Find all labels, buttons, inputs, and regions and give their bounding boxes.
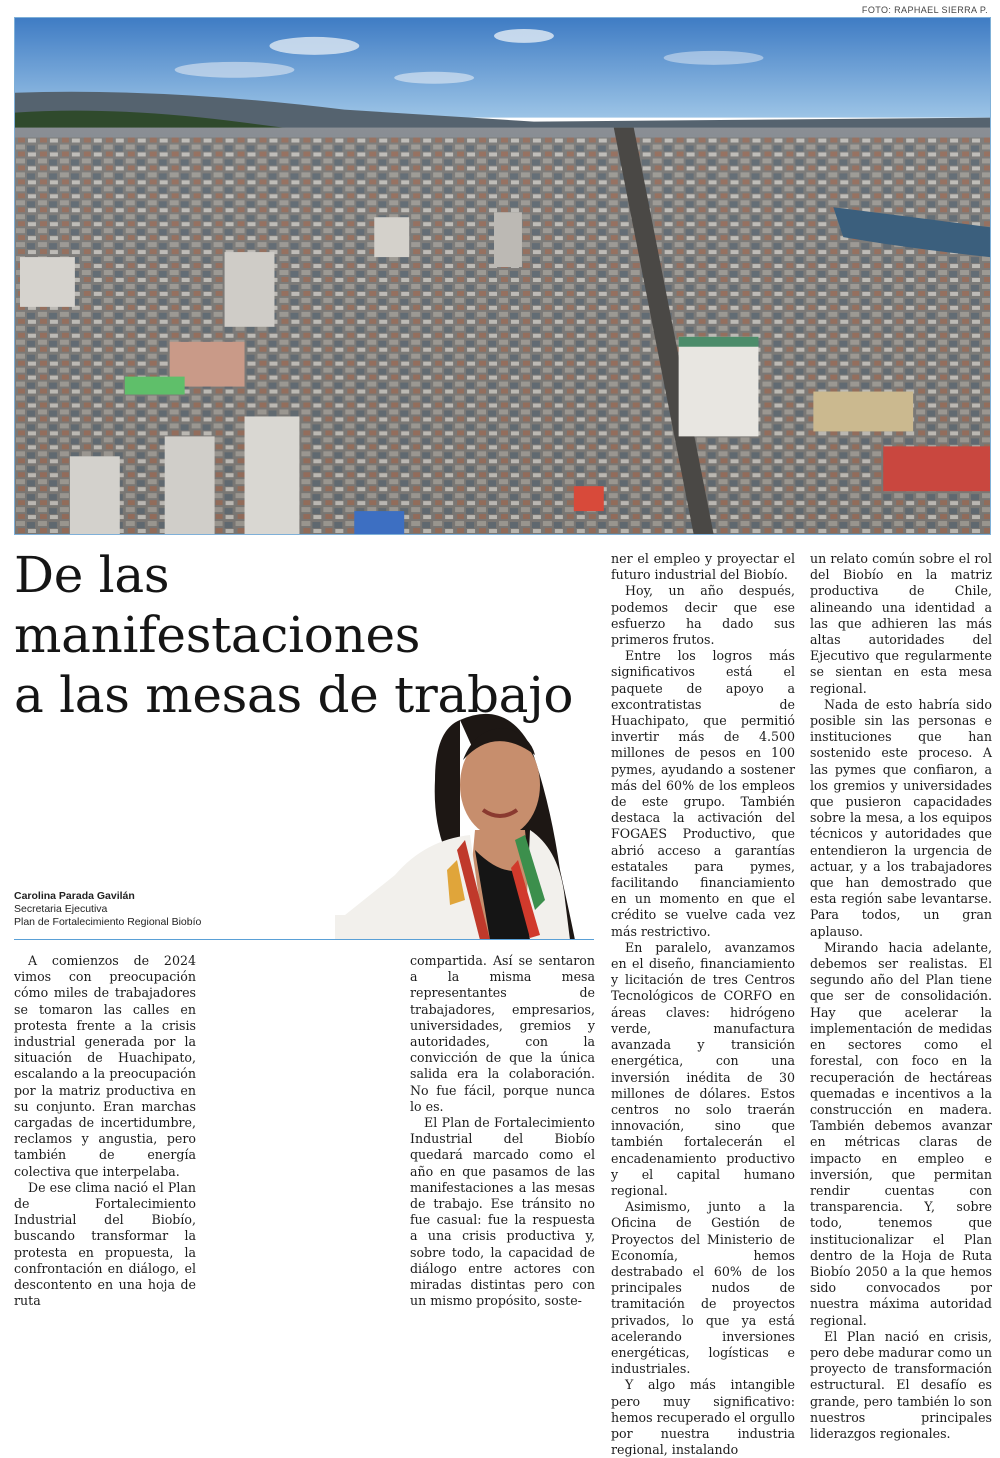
text-column-3 — [611, 551, 795, 1458]
author-role: Secretaria Ejecutiva — [14, 903, 108, 915]
paragraph: ner el empleo y proyectar el futuro industrial del Biobío. — [611, 551, 795, 583]
paragraph: Asimismo, junto a la Oficina de Gestión de Proyectos del Ministerio de Economía, hemos destrabado el 60% de los principales nudos de tramitación de proyectos privados, lo que ya está acelerando inversiones energéticas, logísticas e industriales. — [611, 1199, 795, 1377]
author-portrait — [335, 700, 595, 940]
paragraph: un relato común sobre el rol del Biobío en la matriz productiva de Chile, alineando una identidad a las que adhieren las más altas autoridades del Ejecutivo que regularmente se sientan en esta mesa regional. — [810, 551, 992, 696]
author-name: Carolina Parada Gavilán — [14, 890, 135, 902]
paragraph: El Plan de Fortalecimiento Industrial del Biobío quedará marcado como el año en que pasamos de las manifestaciones a las mesas de trabajo. Ese tránsito no fue casual: fue la respuesta a una crisis productiva y, sobre todo, la capacidad de diálogo entre actores con miradas distintas pero con un mismo propósito, soste- — [410, 1115, 595, 1309]
headline-line-2: a las mesas de trabajo — [14, 666, 574, 724]
paragraph: El Plan nació en crisis, pero debe madurar como un proyecto de transformación estructural. El desafío es grande, pero también lo son nuestros principales liderazgos regionales. — [810, 1328, 992, 1441]
text-column-2 — [410, 953, 595, 1309]
author-organization: Plan de Fortalecimiento Regional Biobío — [14, 916, 202, 928]
paragraph: Entre los logros más significativos está el paquete de apoyo a excontratistas de Huachipato, que permitió invertir más de 4.500 millones de pesos en 100 pymes, ayudando a sostener más del 60% de los empleos de este grupo. También destaca la activación del FOGAES Productivo, que abrió acceso a garantías estatales para pymes, facilitando financiamiento en un momento en que el crédito se vuelve cada vez más restrictivo. — [611, 648, 795, 939]
paragraph: compartida. Así se sentaron a la misma mesa representantes de trabajadores, empresarios, universidades, gremios y autoridades, con la convicción de que la única salida era la colaboración. No fue fácil, porque nunca lo es. — [410, 953, 595, 1114]
byline — [14, 890, 334, 929]
paragraph: Nada de esto habría sido posible sin las personas e instituciones que han sostenido este proceso. A las pymes que confiaron, a los gremios y universidades que pusieron capacidades sobre la mesa, a los equipos técnicos y autoridades que entendieron la urgencia de actuar, y a los trabajadores que han demostrado que esta región sabe levantarse. Para todos, un gran aplauso. — [810, 696, 992, 939]
portrait-image — [335, 700, 595, 940]
text-column-1 — [14, 953, 196, 1309]
paragraph: Mirando hacia adelante, debemos ser realistas. El segundo año del Plan tiene que ser de consolidación. Hay que acelerar la implementación de medidas en sectores como el forestal, con foco en la recuperación de hectáreas quemadas e incentivos a la construcción en madera. También debemos avanzar en métricas claras de impacto en empleo e inversión, que permitan rendir cuentas con transparencia. Y, sobre todo, tenemos que institucionalizar el Plan dentro de la Hoja de Ruta Biobío 2050 a la que hemos sido convocados por nuestra máxima autoridad regional. — [810, 939, 992, 1328]
paragraph: Hoy, un año después, podemos decir que ese esfuerzo ha dado sus primeros frutos. — [611, 583, 795, 648]
paragraph: De ese clima nació el Plan de Fortalecimiento Industrial del Biobío, buscando transformar la protesta en propuesta, la confrontación en diálogo, el descontento en una hoja de ruta — [14, 1179, 196, 1309]
city-image — [15, 18, 990, 534]
text-column-4 — [810, 551, 992, 1442]
aerial-city-photo — [14, 17, 991, 535]
section-divider — [14, 939, 594, 940]
paragraph: En paralelo, avanzamos en el diseño, financiamiento y licitación de tres Centros Tecnológicos de CORFO en áreas claves: hidrógeno verde, manufactura avanzada y transición energética, con una inversión inédita de 30 millones de dólares. Estos centros no solo traerán innovación, sino que también fortalecerán el encadenamiento productivo y el capital humano regional. — [611, 939, 795, 1198]
paragraph: Y algo más intangible pero muy significativo: hemos recuperado el orgullo por nuestra industria regional, instalando — [611, 1377, 795, 1458]
paragraph: A comienzos de 2024 vimos con preocupación cómo miles de trabajadores se tomaron las calles en protesta frente a la crisis industrial generada por la situación de Huachipato, escalando a la preocupación por la matriz productiva en su conjunto. Eran marchas cargadas de incertidumbre, reclamos y angustia, pero también de energía colectiva que interpelaba. — [14, 953, 196, 1179]
photo-credit: FOTO: RAPHAEL SIERRA P. — [861, 5, 988, 15]
article-headline — [14, 545, 584, 725]
headline-line-1: De las manifestaciones — [14, 546, 421, 664]
